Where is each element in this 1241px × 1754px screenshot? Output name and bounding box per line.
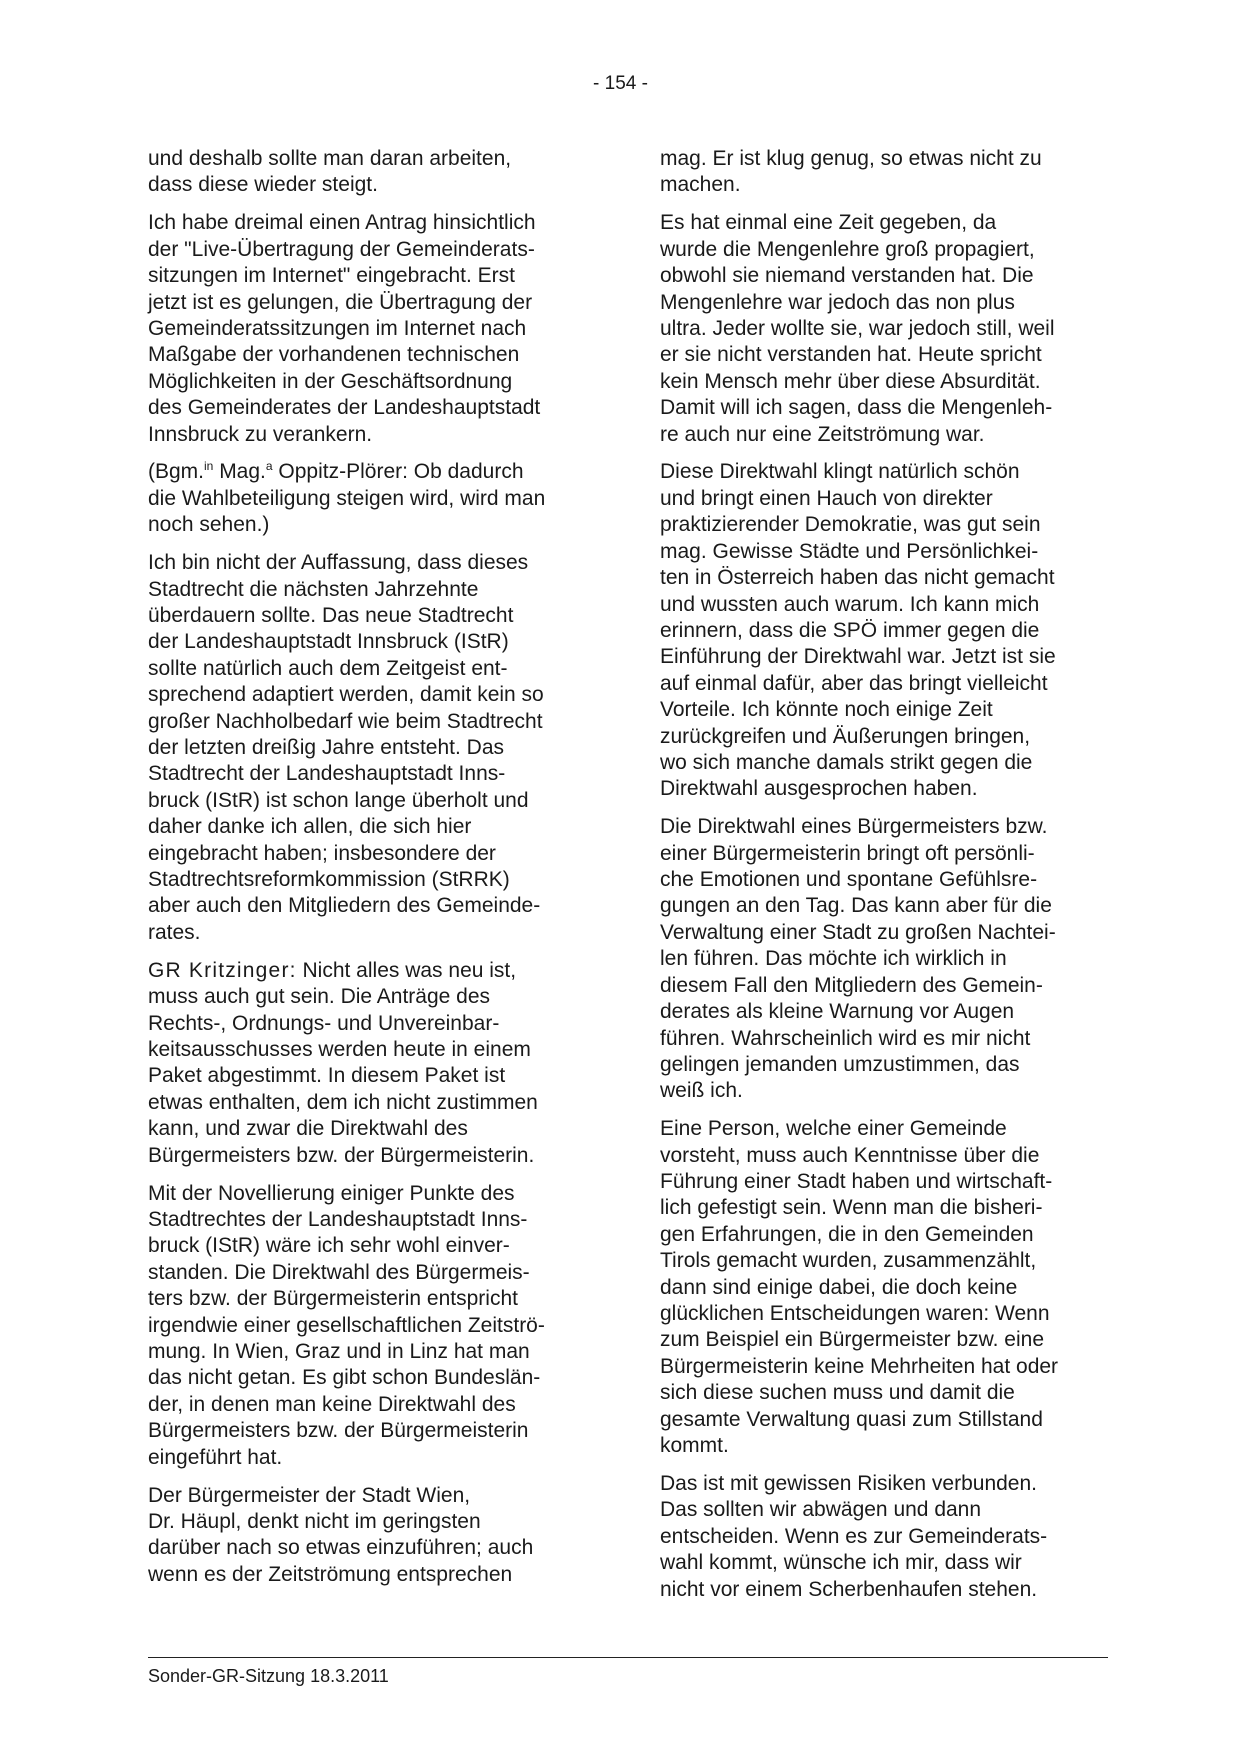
text-line: einer Bürgermeisterin bringt oft persönli-: [660, 841, 1035, 865]
superscript: a: [265, 459, 273, 474]
text-line: len führen. Das möchte ich wirklich in: [660, 947, 1007, 971]
text-line: Maßgabe der vorhandenen technischen: [148, 343, 520, 367]
text-line: Stadtrechtsreformkommission (StRRK): [148, 868, 510, 892]
text-line: sich diese suchen muss und damit die: [660, 1381, 1015, 1405]
text-line: großer Nachholbedarf wie beim Stadtrecht: [148, 709, 543, 733]
text-line: gungen an den Tag. Das kann aber für die: [660, 894, 1052, 918]
text-line: Paket abgestimmt. In diesem Paket ist: [148, 1064, 506, 1088]
text-line: Die Direktwahl eines Bürgermeisters bzw.: [660, 815, 1048, 839]
text-line: darüber nach so etwas einzuführen; auch: [148, 1536, 534, 1560]
text-line: Gemeinderatssitzungen im Internet nach: [148, 316, 527, 340]
text-line: ters bzw. der Bürgermeisterin entspricht: [148, 1287, 518, 1311]
interjection-rest: Oppitz-Plörer: Ob dadurch: [272, 460, 524, 484]
text-line: etwas enthalten, dem ich nicht zustimmen: [148, 1090, 538, 1114]
text-line: che Emotionen und spontane Gefühlsre-: [660, 868, 1038, 892]
text-line: jetzt ist es gelungen, die Übertragung der: [148, 290, 533, 314]
paragraph: [660, 1116, 1115, 1459]
text-line: standen. Die Direktwahl des Bürgermeis-: [148, 1260, 530, 1284]
text-line: bruck (IStR) wäre ich sehr wohl einver-: [148, 1234, 510, 1258]
text-line: Mit der Novellierung einiger Punkte des: [148, 1181, 515, 1205]
paragraph: [148, 1181, 598, 1471]
text-line: praktizierender Demokratie, was gut sein: [660, 513, 1041, 537]
text-line: der letzten dreißig Jahre entsteht. Das: [148, 736, 505, 760]
superscript: in: [204, 459, 214, 474]
text-line: gen Erfahrungen, die in den Gemeinden: [660, 1222, 1034, 1246]
text-line: Tirols gemacht wurden, zusammenzählt,: [660, 1249, 1037, 1273]
text-line: Direktwahl ausgesprochen haben.: [660, 777, 978, 801]
text-line: Dr. Häupl, denkt nicht im geringsten: [148, 1509, 481, 1533]
text-line: mung. In Wien, Graz und in Linz hat man: [148, 1339, 530, 1363]
paragraph: [148, 146, 598, 199]
text-line: dass diese wieder steigt.: [148, 173, 378, 197]
text-line: rates.: [148, 920, 201, 944]
paragraph: [148, 550, 598, 946]
text-line: aber auch den Mitgliedern des Gemeinde-: [148, 894, 541, 918]
text-line: wahl kommt, wünsche ich mir, dass wir: [660, 1551, 1022, 1575]
text-line: Stadtrecht der Landeshauptstadt Inns-: [148, 762, 506, 786]
text-line: Ich bin nicht der Auffassung, dass dieses: [148, 551, 529, 575]
interjection-first-line: [148, 459, 598, 485]
text-line: auf einmal dafür, aber das bringt vielleicht: [660, 671, 1048, 695]
text-line: des Gemeinderates der Landeshauptstadt: [148, 396, 541, 420]
footer-text: Sonder-GR-Sitzung 18.3.2011: [148, 1666, 389, 1686]
text-line: Ich habe dreimal einen Antrag hinsichtlich: [148, 211, 536, 235]
text-line: die Wahlbeteiligung steigen wird, wird man: [148, 486, 546, 510]
text-line: eingeführt hat.: [148, 1445, 283, 1469]
text-line: dann sind einige dabei, die doch keine: [660, 1275, 1018, 1299]
text-line: noch sehen.): [148, 513, 270, 537]
text-line: überdauern sollte. Das neue Stadtrecht: [148, 604, 514, 627]
page-number: - 154 -: [593, 73, 648, 94]
text-line: nicht vor einem Scherbenhaufen stehen.: [660, 1577, 1038, 1601]
text-line: bruck (IStR) ist schon lange überholt und: [148, 788, 529, 812]
text-line: vorsteht, muss auch Kenntnisse über die: [660, 1143, 1040, 1167]
text-line: und bringt einen Hauch von direkter: [660, 486, 993, 510]
text-line: wo sich manche damals strikt gegen die: [660, 750, 1033, 774]
paragraph: [660, 814, 1115, 1104]
text-line: Diese Direktwahl klingt natürlich schön: [660, 460, 1020, 484]
text-line: diesem Fall den Mitgliedern des Gemein-: [660, 973, 1043, 997]
text-line: Das ist mit gewissen Risiken verbunden.: [660, 1472, 1037, 1495]
text-line: zum Beispiel ein Bürgermeister bzw. eine: [660, 1328, 1045, 1352]
text-line: Es hat einmal eine Zeit gegeben, da: [660, 211, 997, 235]
paragraph: [148, 1483, 598, 1589]
text-line: Bürgermeisterin keine Mehrheiten hat oder: [660, 1354, 1059, 1378]
paragraph: [660, 210, 1115, 448]
text-line: Damit will ich sagen, dass die Mengenleh-: [660, 396, 1053, 420]
text-line: mag. Gewisse Städte und Persönlichkei-: [660, 539, 1039, 563]
text-line: gesamte Verwaltung quasi zum Stillstand: [660, 1407, 1043, 1431]
text-line: Eine Person, welche einer Gemeinde: [660, 1117, 1007, 1141]
text-line: das nicht getan. Es gibt schon Bundeslän-: [148, 1366, 541, 1390]
text-line: machen.: [660, 173, 741, 197]
text-line: sollte natürlich auch dem Zeitgeist ent-: [148, 656, 508, 680]
text-line: Rechts-, Ordnungs- und Unvereinbar-: [148, 1011, 500, 1035]
text-line: Möglichkeiten in der Geschäftsordnung: [148, 369, 513, 393]
text-line: zurückgreifen und Äußerungen bringen,: [660, 724, 1031, 748]
speaker-name: GR Kritzinger:: [148, 958, 297, 982]
text-line: Verwaltung einer Stadt zu großen Nachtei-: [660, 920, 1056, 944]
text-line: wurde die Mengenlehre groß propagiert,: [660, 237, 1035, 261]
speaker-paragraph: [148, 958, 598, 1169]
text-line: führen. Wahrscheinlich wird es mir nicht: [660, 1026, 1031, 1050]
text-line: der Landeshauptstadt Innsbruck (IStR): [148, 630, 509, 654]
text-line: der, in denen man keine Direktwahl des: [148, 1392, 516, 1416]
text-line: Vorteile. Ich könnte noch einige Zeit: [660, 698, 993, 722]
text-line: mag. Er ist klug genug, so etwas nicht zu: [660, 147, 1042, 170]
text-line: kein Mensch mehr über diese Absurdität.: [660, 369, 1041, 393]
text-line: er sie nicht verstanden hat. Heute spricht: [660, 343, 1042, 367]
text-line: derates als kleine Warnung vor Augen: [660, 1000, 1015, 1024]
text-line: der "Live-Übertragung der Gemeinderats-: [148, 237, 535, 261]
footer-divider: [148, 1657, 1108, 1658]
interjection-paragraph: [148, 459, 598, 538]
interjection-open: (Bgm.: [148, 460, 205, 484]
text-line: Bürgermeisters bzw. der Bürgermeisterin.: [148, 1143, 535, 1167]
text-line: Stadtrechtes der Landeshauptstadt Inns-: [148, 1207, 528, 1231]
text-line: glücklichen Entscheidungen waren: Wenn: [660, 1302, 1050, 1326]
text-line: Einführung der Direktwahl war. Jetzt ist sie: [660, 645, 1056, 669]
text-line: muss auch gut sein. Die Anträge des: [148, 985, 491, 1009]
text-line: Das sollten wir abwägen und dann: [660, 1498, 982, 1522]
text-line: ultra. Jeder wollte sie, war jedoch still, weil: [660, 316, 1055, 340]
left-column: [148, 146, 598, 1600]
text-line: obwohl sie niemand verstanden hat. Die: [660, 264, 1034, 288]
text-line: weiß ich.: [660, 1079, 743, 1103]
paragraph: [660, 1471, 1115, 1603]
text-line: kommt.: [660, 1434, 729, 1458]
text-line: eingebracht haben; insbesondere der: [148, 841, 496, 865]
text-line: und deshalb sollte man daran arbeiten,: [148, 147, 512, 170]
text-line: re auch nur eine Zeitströmung war.: [660, 422, 985, 446]
text-line: Innsbruck zu verankern.: [148, 422, 373, 446]
text-line: sitzungen im Internet" eingebracht. Erst: [148, 264, 515, 288]
text-line: gelingen jemanden umzustimmen, das: [660, 1052, 1020, 1076]
text-line: erinnern, dass die SPÖ immer gegen die: [660, 618, 1040, 642]
text-line: wenn es der Zeitströmung entsprechen: [148, 1562, 513, 1586]
text-line: ten in Österreich haben das nicht gemacht: [660, 566, 1055, 590]
paragraph: [148, 210, 598, 448]
text-line: Mengenlehre war jedoch das non plus: [660, 290, 1015, 314]
text-line: entscheiden. Wenn es zur Gemeinderats-: [660, 1524, 1048, 1548]
paragraph: [660, 146, 1115, 199]
speaker-first-line: [148, 958, 598, 984]
text-line: sprechend adaptiert werden, damit kein so: [148, 683, 544, 707]
text-line: lich gefestigt sein. Wenn man die bisheri-: [660, 1196, 1043, 1220]
text-line: und wussten auch warum. Ich kann mich: [660, 592, 1040, 616]
text-line: Stadtrecht die nächsten Jahrzehnte: [148, 577, 479, 601]
text-line: Der Bürgermeister der Stadt Wien,: [148, 1483, 471, 1507]
text-line: kann, und zwar die Direktwahl des: [148, 1117, 468, 1141]
text-line: Bürgermeisters bzw. der Bürgermeisterin: [148, 1419, 529, 1443]
right-column: [660, 146, 1115, 1615]
paragraph: [660, 459, 1115, 802]
interjection-mid: Mag.: [213, 460, 266, 484]
text-line: irgendwie einer gesellschaftlichen Zeitströ-: [148, 1313, 545, 1337]
speaker-first-line-text: Nicht alles was neu ist,: [296, 958, 517, 982]
text-line: keitsausschusses werden heute in einem: [148, 1038, 531, 1061]
text-line: Führung einer Stadt haben und wirtschaft-: [660, 1170, 1053, 1194]
text-line: daher danke ich allen, die sich hier: [148, 815, 472, 839]
